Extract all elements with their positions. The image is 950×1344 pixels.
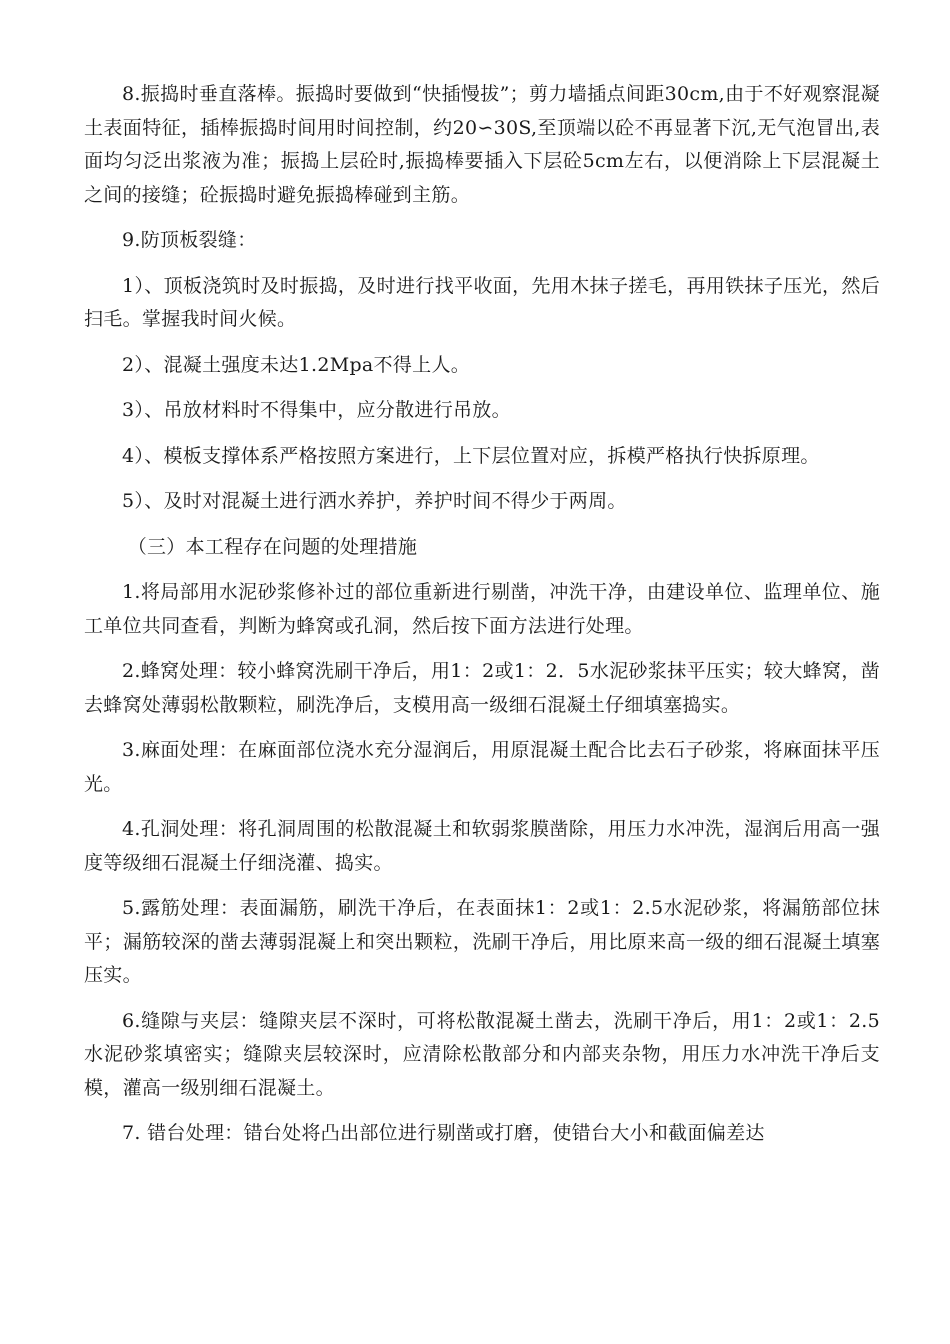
paragraph-measure-6: 6.缝隙与夹层：缝隙夹层不深时，可将松散混凝土凿去，洗刷干净后，用1：2或1：2.5水泥砂浆填密实；缝隙夹层较深时，应清除松散部分和内部夹杂物，用压力水冲洗干净后支模，灌高一级别细石混凝土。 [84,1009,880,1099]
paragraph-measure-3: 3.麻面处理：在麻面部位浇水充分湿润后，用原混凝土配合比去石子砂浆，将麻面抹平压光。 [84,739,880,795]
paragraph-measure-2: 2.蜂窝处理：较小蜂窝洗刷干净后，用1：2或1：2．5水泥砂浆抹平压实；较大蜂窝，凿去蜂窝处薄弱松散颗粒，刷洗净后，支模用高一级细石混凝土仔细填塞捣实。 [84,660,880,716]
paragraph-measure-7: 7. 错台处理：错台处将凸出部位进行剔凿或打磨，使错台大小和截面偏差达 [122,1122,765,1144]
paragraph-measure-5: 5.露筋处理：表面漏筋，刷洗干净后，在表面抹1：2或1：2.5水泥砂浆，将漏筋部位抹平；漏筋较深的凿去薄弱混凝上和突出颗粒，洗刷干净后，用比原来高一级的细石混凝土填塞压实。 [84,897,880,986]
paragraph-measure-4: 4.孔洞处理：将孔洞周围的松散混凝土和软弱浆膜凿除，用压力水冲洗，湿润后用高一强度等级细石混凝土仔细浇灌、捣实。 [84,818,880,874]
document-page [84,78,880,1163]
paragraph-slab-item-3: 3）、吊放材料时不得集中，应分散进行吊放。 [122,399,511,421]
paragraph-slab-crack-heading: 9.防顶板裂缝： [122,229,257,251]
paragraph-slab-item-2: 2）、混凝土强度未达1.2Mpa不得上人。 [122,353,471,376]
paragraph-slab-item-4: 4）、模板支撑体系严格按照方案进行，上下层位置对应，拆模严格执行快拆原理。 [122,444,820,467]
paragraph-slab-item-1: 1）、顶板浇筑时及时振捣，及时进行找平收面，先用木抹子搓毛，再用铁抹子压光，然后扫毛。掌握我时间火候。 [84,274,880,330]
paragraph-vibration: 8.振捣时垂直落棒。振捣时要做到“快插慢拔”；剪力墙插点间距30cm,由于不好观察混凝土表面特征，插棒振捣时间用时间控制，约20∽30S,至顶端以砼不再显著下沉,无气泡冒出,表面均匀泛出浆液为准；振捣上层砼时,振捣棒要插入下层砼5cm左右，以便消除上下层混凝土之间的接缝；砼振捣时避免振捣棒碰到主筋。 [84,83,880,206]
section-heading: （三）本工程存在问题的处理措施 [127,535,418,558]
paragraph-slab-item-5: 5）、及时对混凝土进行洒水养护，养护时间不得少于两周。 [122,490,627,512]
paragraph-measure-1: 1.将局部用水泥砂浆修补过的部位重新进行剔凿，冲洗干净，由建设单位、监理单位、施工单位共同查看，判断为蜂窝或孔洞，然后按下面方法进行处理。 [84,581,880,637]
